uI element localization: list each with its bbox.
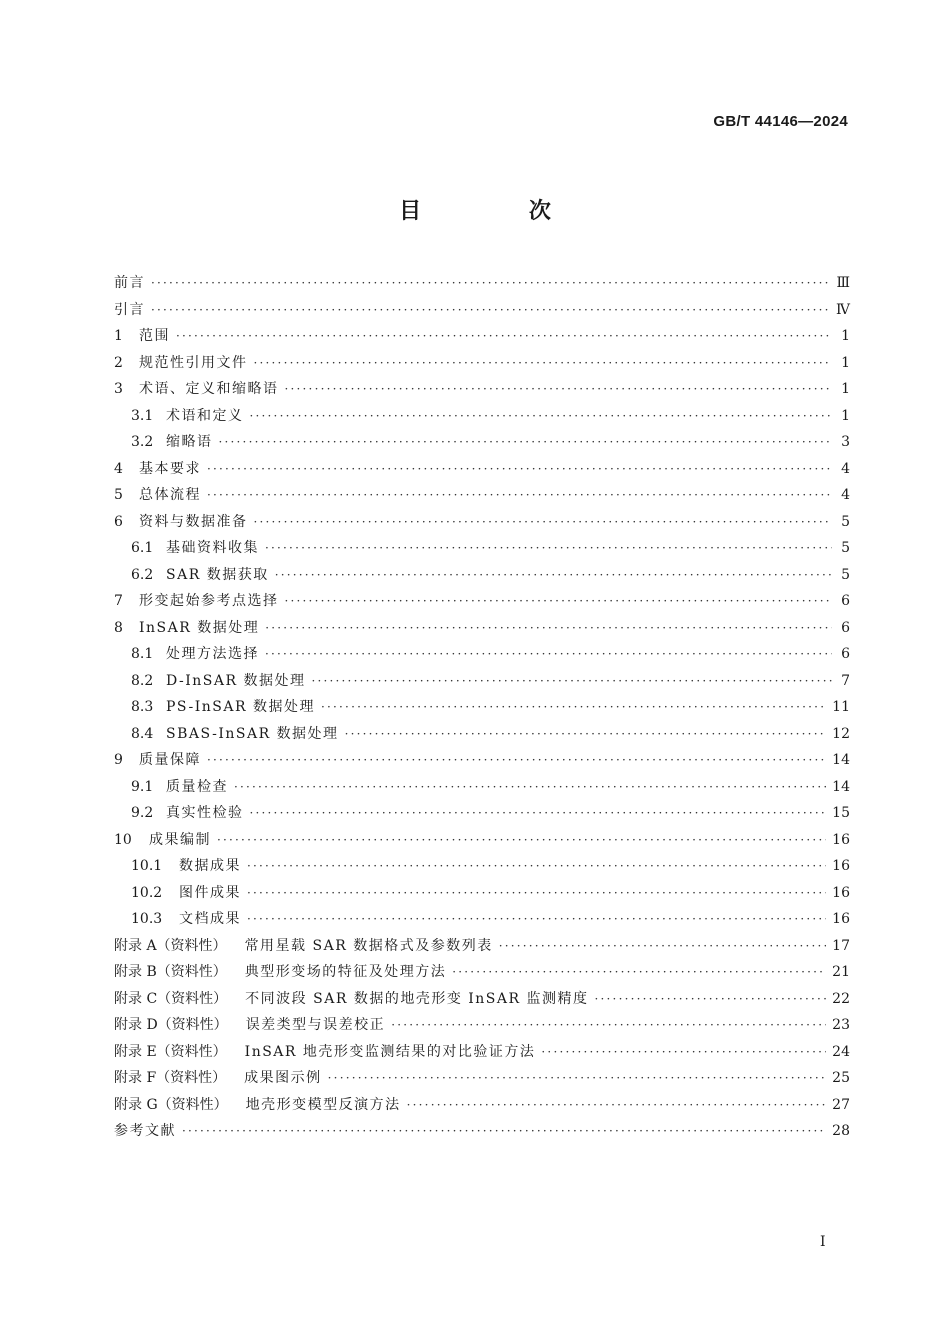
toc-entry-page: 22 bbox=[832, 990, 850, 1007]
toc-entry[interactable] bbox=[114, 562, 850, 589]
toc-entry-label: 典型形变场的特征及处理方法 bbox=[244, 964, 447, 980]
toc-entry[interactable] bbox=[114, 1118, 850, 1145]
toc-entry-label: 术语和定义 bbox=[166, 407, 244, 424]
toc-entry-page: 12 bbox=[832, 725, 850, 742]
toc-entry-page: 1 bbox=[841, 354, 850, 371]
toc-entry-number: 10 bbox=[114, 831, 132, 848]
toc-entry-label: 基本要求 bbox=[139, 460, 201, 477]
toc-dot-leader bbox=[407, 1092, 827, 1119]
toc-entry[interactable] bbox=[114, 774, 850, 801]
toc-dot-leader bbox=[207, 747, 826, 774]
toc-entry[interactable] bbox=[114, 1065, 850, 1092]
toc-entry-page: Ⅲ bbox=[836, 275, 850, 291]
toc-entry[interactable] bbox=[114, 403, 850, 430]
toc-entry-label: SAR 数据获取 bbox=[166, 566, 269, 583]
toc-dot-leader bbox=[311, 668, 832, 695]
toc-dot-leader bbox=[275, 562, 832, 589]
toc-entry-number: 9.2 bbox=[131, 805, 154, 821]
toc-entry-number: 附录 D（资料性） bbox=[114, 1017, 228, 1033]
toc-entry-page: 5 bbox=[841, 513, 850, 530]
toc-entry-page: 6 bbox=[841, 619, 850, 636]
toc-entry[interactable] bbox=[114, 456, 850, 483]
toc-entry-label: 范围 bbox=[139, 328, 170, 344]
toc-entry-number: 7 bbox=[114, 593, 123, 609]
toc-entry-page: 1 bbox=[841, 381, 850, 397]
toc-entry-number: 附录 E（资料性） bbox=[114, 1043, 227, 1060]
toc-entry-page: 16 bbox=[832, 831, 850, 848]
toc-entry-label: 数据成果 bbox=[179, 858, 241, 874]
toc-entry-number: 9 bbox=[114, 752, 123, 768]
toc-entry-label: 前言 bbox=[114, 275, 145, 291]
toc-entry-label: 文档成果 bbox=[179, 911, 241, 927]
toc-entry-page: 7 bbox=[841, 672, 850, 689]
toc-entry-page: 17 bbox=[832, 937, 850, 954]
toc-entry[interactable] bbox=[114, 906, 850, 933]
toc-entry[interactable] bbox=[114, 429, 850, 456]
toc-dot-leader bbox=[499, 933, 826, 960]
toc-entry[interactable] bbox=[114, 959, 850, 986]
toc-entry-label: 成果图示例 bbox=[244, 1070, 322, 1086]
toc-entry-number: 附录 G（资料性） bbox=[114, 1096, 228, 1113]
toc-entry-page: 4 bbox=[841, 460, 850, 477]
toc-entry[interactable] bbox=[114, 800, 850, 827]
toc-dot-leader bbox=[328, 1065, 827, 1092]
toc-dot-leader bbox=[285, 588, 833, 615]
toc-dot-leader bbox=[250, 403, 833, 430]
toc-entry-number: 10.3 bbox=[131, 911, 163, 927]
toc-entry-page: 11 bbox=[832, 699, 850, 715]
page-title: 目 次 bbox=[399, 199, 601, 224]
toc-entry-label: 处理方法选择 bbox=[166, 646, 259, 662]
toc-entry-label: 形变起始参考点选择 bbox=[139, 593, 279, 609]
toc-entry-label: 参考文献 bbox=[114, 1123, 176, 1139]
toc-entry[interactable] bbox=[114, 721, 850, 748]
toc-entry[interactable] bbox=[114, 535, 850, 562]
toc-entry[interactable] bbox=[114, 323, 850, 350]
toc-entry[interactable] bbox=[114, 1012, 850, 1039]
toc-entry-label: InSAR 地壳形变监测结果的对比验证方法 bbox=[244, 1043, 536, 1060]
toc-entry[interactable] bbox=[114, 350, 850, 377]
toc-entry-page: 24 bbox=[832, 1043, 850, 1060]
toc-entry-number: 5 bbox=[114, 487, 123, 503]
toc-entry-label: 质量检查 bbox=[166, 778, 228, 795]
toc-entry-number: 10.1 bbox=[131, 858, 163, 874]
table-of-contents bbox=[114, 270, 850, 1145]
toc-dot-leader bbox=[207, 482, 832, 509]
toc-entry-label: 成果编制 bbox=[149, 831, 211, 848]
toc-entry-page: 14 bbox=[832, 778, 850, 795]
toc-entry[interactable] bbox=[114, 588, 850, 615]
toc-entry-page: 21 bbox=[832, 964, 850, 980]
toc-dot-leader bbox=[321, 694, 826, 721]
toc-entry-number: 8.1 bbox=[131, 646, 154, 662]
toc-entry-page: 25 bbox=[832, 1070, 850, 1086]
toc-dot-leader bbox=[391, 1012, 826, 1039]
toc-entry[interactable] bbox=[114, 827, 850, 854]
toc-entry-number: 6.2 bbox=[131, 566, 154, 583]
toc-dot-leader bbox=[254, 509, 833, 536]
toc-entry-number: 3 bbox=[114, 381, 123, 397]
toc-dot-leader bbox=[254, 350, 833, 377]
toc-entry[interactable] bbox=[114, 694, 850, 721]
toc-entry-label: D-InSAR 数据处理 bbox=[166, 672, 306, 689]
toc-entry-label: PS-InSAR 数据处理 bbox=[166, 699, 315, 715]
toc-entry[interactable] bbox=[114, 933, 850, 960]
toc-entry-label: 真实性检验 bbox=[166, 805, 244, 821]
toc-entry[interactable] bbox=[114, 1039, 850, 1066]
toc-dot-leader bbox=[182, 1118, 826, 1145]
toc-entry-label: 缩略语 bbox=[166, 434, 213, 450]
toc-entry-number: 2 bbox=[114, 354, 123, 371]
toc-entry-number: 10.2 bbox=[131, 884, 163, 901]
toc-entry[interactable] bbox=[114, 376, 850, 403]
toc-entry[interactable] bbox=[114, 270, 850, 297]
toc-entry-number: 9.1 bbox=[131, 778, 154, 795]
page-number: I bbox=[820, 1234, 826, 1250]
toc-dot-leader bbox=[595, 986, 827, 1013]
toc-dot-leader bbox=[265, 535, 832, 562]
toc-dot-leader bbox=[219, 429, 833, 456]
toc-entry-label: 常用星载 SAR 数据格式及参数列表 bbox=[244, 937, 493, 954]
toc-entry-number: 附录 F（资料性） bbox=[114, 1070, 227, 1086]
toc-entry-number: 8.3 bbox=[131, 699, 154, 715]
toc-entry[interactable] bbox=[114, 880, 850, 907]
toc-entry[interactable] bbox=[114, 641, 850, 668]
standard-code: GB/T 44146—2024 bbox=[713, 113, 848, 130]
toc-dot-leader bbox=[176, 323, 832, 350]
toc-entry-page: Ⅳ bbox=[836, 301, 850, 318]
toc-entry[interactable] bbox=[114, 509, 850, 536]
toc-entry-label: 术语、定义和缩略语 bbox=[139, 381, 279, 397]
toc-entry-label: 资料与数据准备 bbox=[139, 513, 248, 530]
toc-entry-number: 3.2 bbox=[131, 434, 154, 450]
toc-dot-leader bbox=[247, 880, 826, 907]
toc-entry-label: 不同波段 SAR 数据的地壳形变 InSAR 监测精度 bbox=[245, 990, 589, 1007]
toc-entry-page: 5 bbox=[841, 540, 850, 556]
toc-dot-leader bbox=[151, 270, 830, 297]
toc-entry-page: 5 bbox=[841, 566, 850, 583]
toc-entry-number: 6.1 bbox=[131, 540, 154, 556]
toc-entry-label: 规范性引用文件 bbox=[139, 354, 248, 371]
toc-entry-number: 3.1 bbox=[131, 407, 154, 424]
toc-entry-page: 3 bbox=[841, 434, 850, 450]
toc-dot-leader bbox=[217, 827, 826, 854]
toc-entry-page: 6 bbox=[841, 646, 850, 662]
toc-entry-number: 附录 A（资料性） bbox=[114, 937, 227, 954]
toc-entry-page: 23 bbox=[832, 1017, 850, 1033]
toc-entry[interactable] bbox=[114, 615, 850, 642]
toc-entry-label: 图件成果 bbox=[179, 884, 241, 901]
toc-entry-number: 8 bbox=[114, 619, 123, 636]
toc-entry-number: 附录 B（资料性） bbox=[114, 964, 227, 980]
toc-entry-page: 27 bbox=[832, 1096, 850, 1113]
toc-dot-leader bbox=[234, 774, 826, 801]
toc-entry-label: 质量保障 bbox=[139, 752, 201, 768]
toc-entry-label: 地壳形变模型反演方法 bbox=[245, 1096, 401, 1113]
toc-entry[interactable] bbox=[114, 1092, 850, 1119]
toc-dot-leader bbox=[247, 906, 826, 933]
toc-entry[interactable] bbox=[114, 747, 850, 774]
toc-entry-number: 6 bbox=[114, 513, 123, 530]
toc-entry-page: 6 bbox=[841, 593, 850, 609]
toc-entry[interactable] bbox=[114, 297, 850, 324]
toc-dot-leader bbox=[151, 297, 830, 324]
toc-dot-leader bbox=[452, 959, 826, 986]
toc-entry-label: 误差类型与误差校正 bbox=[245, 1017, 386, 1033]
toc-entry-page: 16 bbox=[832, 884, 850, 901]
toc-entry-page: 16 bbox=[832, 858, 850, 874]
toc-dot-leader bbox=[265, 615, 832, 642]
toc-dot-leader bbox=[285, 376, 833, 403]
toc-entry-page: 14 bbox=[832, 752, 850, 768]
toc-dot-leader bbox=[265, 641, 832, 668]
toc-entry-label: InSAR 数据处理 bbox=[139, 619, 260, 636]
toc-entry-label: 引言 bbox=[114, 301, 145, 318]
toc-entry-label: 基础资料收集 bbox=[166, 540, 259, 556]
toc-entry-page: 1 bbox=[841, 407, 850, 424]
toc-entry-number: 4 bbox=[114, 460, 123, 477]
toc-entry-page: 28 bbox=[832, 1123, 850, 1139]
toc-entry-number: 8.4 bbox=[131, 725, 154, 742]
toc-entry[interactable] bbox=[114, 482, 850, 509]
toc-entry-number: 1 bbox=[114, 328, 123, 344]
toc-entry-page: 16 bbox=[832, 911, 850, 927]
toc-dot-leader bbox=[247, 853, 826, 880]
toc-entry-label: SBAS-InSAR 数据处理 bbox=[166, 725, 339, 742]
toc-dot-leader bbox=[250, 800, 827, 827]
toc-entry-page: 15 bbox=[832, 805, 850, 821]
toc-entry[interactable] bbox=[114, 853, 850, 880]
toc-dot-leader bbox=[345, 721, 827, 748]
toc-entry[interactable] bbox=[114, 986, 850, 1013]
toc-entry-number: 8.2 bbox=[131, 672, 154, 689]
toc-entry-label: 总体流程 bbox=[139, 487, 201, 503]
toc-dot-leader bbox=[207, 456, 832, 483]
toc-entry-page: 1 bbox=[841, 328, 850, 344]
toc-dot-leader bbox=[541, 1039, 826, 1066]
toc-entry-page: 4 bbox=[841, 487, 850, 503]
toc-entry-number: 附录 C（资料性） bbox=[114, 990, 228, 1007]
toc-entry[interactable] bbox=[114, 668, 850, 695]
